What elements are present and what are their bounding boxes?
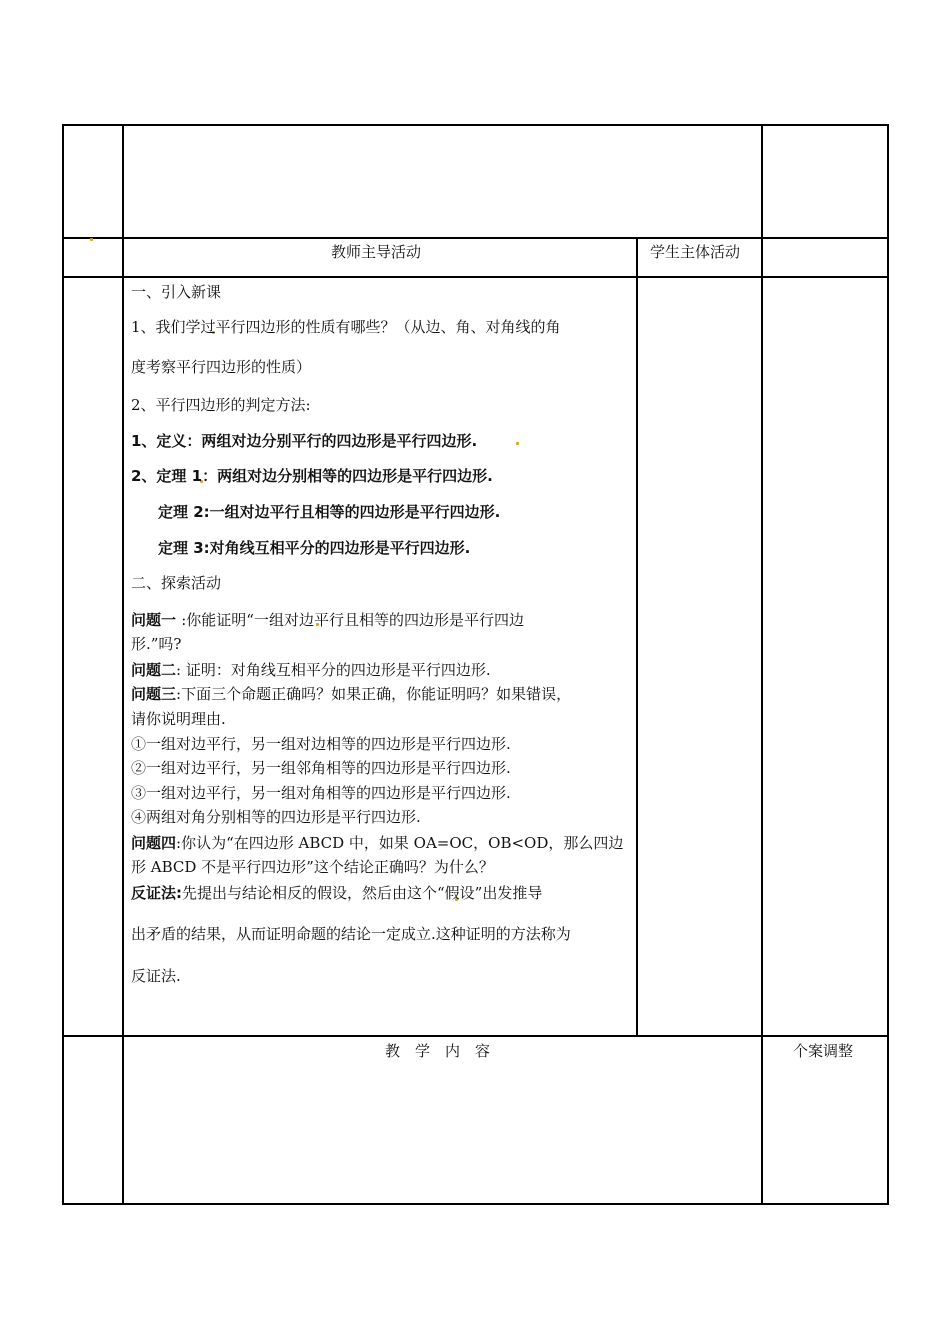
proof-by-contradiction-line2: 出矛盾的结果，从而证明命题的结论一定成立.这种证明的方法称为 [131, 925, 571, 943]
table-border-left [62, 124, 64, 1205]
problem-3-line1 [131, 684, 571, 704]
section-title-explore: 二、探索活动 [131, 574, 222, 592]
problem-1-line2: 形.”吗? [131, 635, 182, 653]
problem-4-label: 问题四 [131, 834, 177, 852]
question-1-line2: 度考察平行四边形的性质） [131, 358, 312, 376]
problem-4-line1 [131, 833, 623, 853]
col-divider-3 [761, 124, 763, 1205]
problem-2 [131, 660, 491, 680]
proof-by-contradiction-line1 [131, 883, 542, 903]
proof-by-contradiction-text: 先提出与结论相反的假设，然后由这个“假设”出发推导 [182, 884, 543, 902]
col-divider-1 [122, 124, 124, 1205]
proof-by-contradiction-label: 反证法: [131, 884, 182, 902]
table-border-bottom [62, 1203, 888, 1205]
problem-4-line2: 形 ABCD 不是平行四边形”这个结论正确吗？为什么？ [131, 858, 494, 876]
problem-4-text: :你认为“在四边形 ABCD 中，如果 OA=OC，OB<OD，那么四边 [176, 834, 624, 852]
question-1-line1: 1、我们学过平行四边形的性质有哪些？（从边、角、对角线的角 [131, 318, 561, 336]
problem-1-label: 问题一 [131, 611, 182, 629]
definition: 1、定义：两组对边分别平行的四边形是平行四边形. [131, 432, 478, 450]
row-divider-1 [62, 237, 888, 239]
list-item: ①一组对边平行，另一组对边相等的四边形是平行四边形. [131, 735, 511, 753]
stray-mark [516, 442, 519, 445]
col-divider-2 [636, 237, 638, 1036]
problem-3-text: :下面三个命题正确吗？如果正确，你能证明吗？如果错误， [176, 685, 572, 703]
list-item: ②一组对边平行，另一组邻角相等的四边形是平行四边形. [131, 759, 511, 777]
problem-3-label: 问题三 [131, 685, 177, 703]
theorem-3: 定理 3:对角线互相平分的四边形是平行四边形. [158, 539, 471, 557]
problem-1-line1 [131, 610, 524, 630]
theorem-1: 2、定理 1：两组对边分别相等的四边形是平行四边形. [131, 467, 493, 485]
table-border-top [62, 124, 888, 126]
problem-3-line2: 请你说明理由. [131, 710, 226, 728]
question-2: 2、平行四边形的判定方法: [131, 396, 311, 414]
problem-1-text: :你能证明“一组对边平行且相等的四边形是平行四边 [181, 611, 524, 629]
header-case-adjustment: 个案调整 [793, 1042, 854, 1060]
header-student-activity: 学生主体活动 [650, 243, 741, 261]
problem-2-text: : 证明：对角线互相平分的四边形是平行四边形. [176, 661, 491, 679]
list-item: ④两组对角分别相等的四边形是平行四边形. [131, 808, 421, 826]
row-divider-3 [62, 1035, 888, 1037]
list-item: ③一组对边平行，另一组对角相等的四边形是平行四边形. [131, 784, 511, 802]
proof-by-contradiction-line3: 反证法. [131, 967, 181, 985]
stray-mark [90, 238, 93, 241]
theorem-2: 定理 2:一组对边平行且相等的四边形是平行四边形. [158, 503, 501, 521]
problem-2-label: 问题二 [131, 661, 177, 679]
section-title-intro: 一、引入新课 [131, 283, 222, 301]
table-border-right [887, 124, 889, 1205]
header-teaching-content: 教 学 内 容 [385, 1042, 491, 1060]
header-teacher-activity: 教师主导活动 [331, 243, 422, 261]
row-divider-2 [62, 276, 888, 278]
